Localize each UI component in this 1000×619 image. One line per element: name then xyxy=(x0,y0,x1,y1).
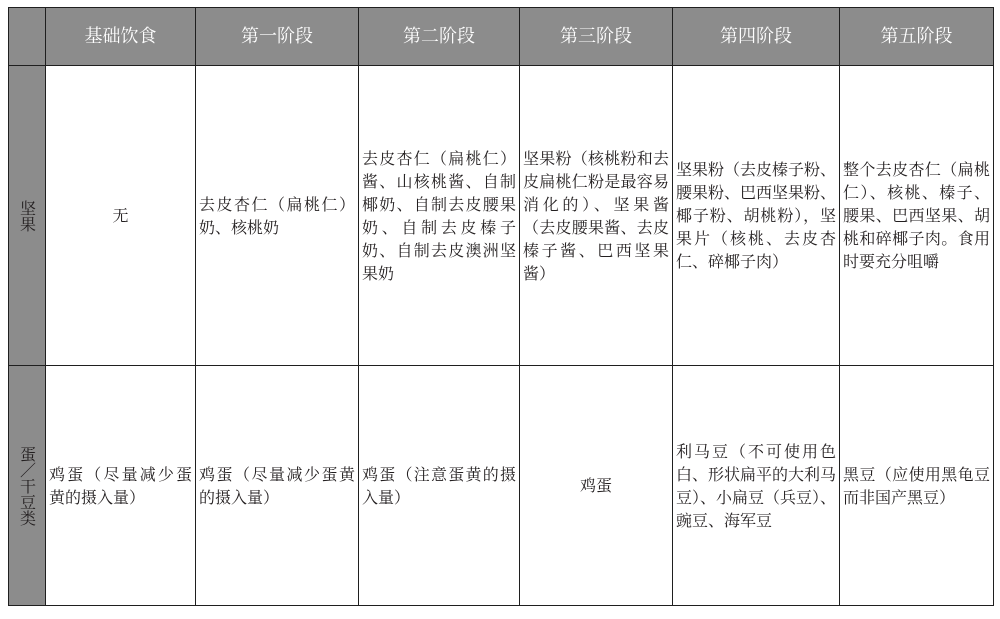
table-cell: 利马豆（不可使用色白、形状扁平的大利马豆）、小扁豆（兵豆）、豌豆、海军豆 xyxy=(673,366,840,606)
column-header-stage-5: 第五阶段 xyxy=(840,8,994,66)
table-cell: 坚果粉（去皮榛子粉、腰果粉、巴西坚果粉、椰子粉、胡桃粉），坚果片（核桃、去皮杏仁、碎椰子肉） xyxy=(673,66,840,366)
row-header-eggs-legumes xyxy=(9,366,46,606)
column-header-stage-2: 第二阶段 xyxy=(359,8,520,66)
table-cell: 鸡蛋 xyxy=(520,366,673,606)
table-row-eggs-legumes xyxy=(9,366,994,606)
header-row xyxy=(9,8,994,66)
row-header-label: 坚果 xyxy=(17,199,37,232)
table-cell: 无 xyxy=(46,66,196,366)
column-header-stage-3: 第三阶段 xyxy=(520,8,673,66)
row-header-nuts xyxy=(9,66,46,366)
table-cell: 坚果粉（核桃粉和去皮扁桃仁粉是最容易消化的）、坚果酱（去皮腰果酱、去皮榛子酱、巴西坚果酱） xyxy=(520,66,673,366)
table-cell: 去皮杏仁（扁桃仁）酱、山核桃酱、自制椰奶、自制去皮腰果奶、自制去皮榛子奶、自制去皮澳洲坚果奶 xyxy=(359,66,520,366)
column-header-stage-1: 第一阶段 xyxy=(196,8,359,66)
table-cell: 去皮杏仁（扁桃仁）奶、核桃奶 xyxy=(196,66,359,366)
column-header-stage-4: 第四阶段 xyxy=(673,8,840,66)
table-cell: 整个去皮杏仁（扁桃仁）、核桃、榛子、腰果、巴西坚果、胡桃和碎椰子肉。食用时要充分咀嚼 xyxy=(840,66,994,366)
column-header-basic-diet: 基础饮食 xyxy=(46,8,196,66)
table-cell: 鸡蛋（注意蛋黄的摄入量） xyxy=(359,366,520,606)
table-row-nuts xyxy=(9,66,994,366)
corner-cell xyxy=(9,8,46,66)
table-cell: 鸡蛋（尽量减少蛋黄的摄入量） xyxy=(46,366,196,606)
table-cell: 鸡蛋（尽量减少蛋黄的摄入量） xyxy=(196,366,359,606)
table-cell: 黑豆（应使用黑龟豆而非国产黑豆） xyxy=(840,366,994,606)
row-header-label: 蛋／干豆类 xyxy=(17,445,37,526)
diet-stage-table xyxy=(8,7,994,606)
